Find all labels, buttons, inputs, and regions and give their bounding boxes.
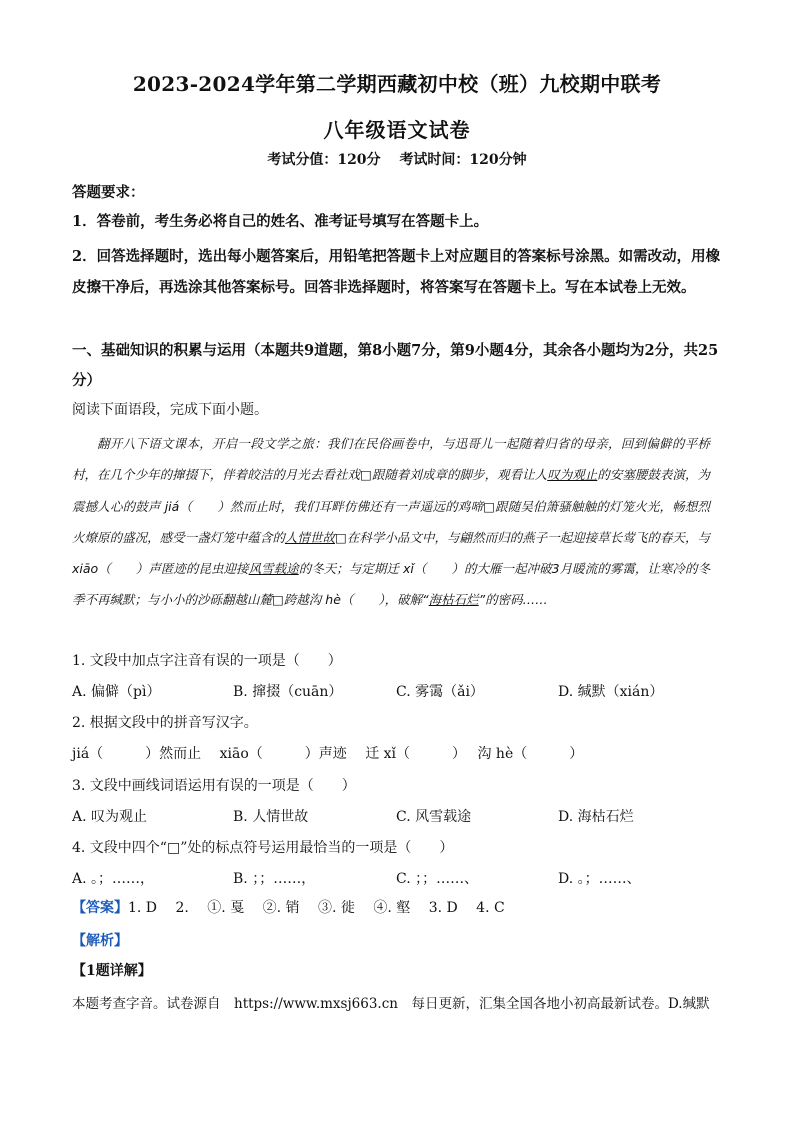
underlined-phrase-4: 海枯石烂 xyxy=(428,592,479,608)
analysis-tag: 【解析】 xyxy=(72,933,128,949)
score-label: 考试分值：120分 xyxy=(267,152,381,168)
passage-text-4: 的冬天；与定期迁 xǐ（ ）的大雁一起冲破3月暖流的雾霭，让寒冷的冬季不再缄默；与小小的沙砾翻越山麓□跨越沟 hè（ ），破解“ xyxy=(72,561,710,608)
question-4-option-a: A. 。；……， xyxy=(72,871,155,887)
time-label: 考试时间：120分钟 xyxy=(399,152,527,168)
question-3-option-c: C. 风雪载途 xyxy=(396,809,472,825)
passage-text-1: 翻开八下语文课本，开启一段文学之旅：我们在民俗画卷中，与迅哥儿一起随着归省的母亲，回到偏僻的平桥村，在几个少年的撺掇下，伴着皎洁的月光去看社戏□跟随着刘成章的脚步，观看让人 xyxy=(72,436,710,483)
question-3-option-a: A. 叹为观止 xyxy=(72,809,148,825)
exam-title: 2023-2024学年第二学期西藏初中校（班）九校期中联考 xyxy=(132,72,662,96)
question-4-option-b: B. ；；……， xyxy=(233,871,316,887)
reading-passage xyxy=(72,428,710,616)
question-4-stem: 4. 文段中四个“□”处的标点符号运用最恰当的一项是（ ） xyxy=(72,840,454,856)
question-2-blanks: jiá（ ）然而止 xiāo（ ）声迹 迁 xǐ（ ） 沟 hè（ ） xyxy=(72,746,584,762)
passage-text-3: □在科学小品文中，与翩然而归的燕子一起迎接草长莺飞的春天，与 xiāo（ ）声匿迹的昆虫迎接 xyxy=(72,529,710,577)
question-3-option-b: B. 人情世故 xyxy=(233,809,309,825)
passage-text-2: 的安塞腰鼓表演，为震撼人心的鼓声 jiá（ ）然而止时，我们耳畔仿佛还有一声遥远的鸡啼□跟随吴伯箫骚触触的灯笼火光，畅想烈火燎原的盛况，感受一盏灯笼中蕴含的 xyxy=(72,467,710,545)
question-1-stem: 1. 文段中加点字注音有误的一项是（ ） xyxy=(72,653,342,669)
question-1-option-a: A. 偏僻（pì） xyxy=(72,684,161,700)
passage-text-5: ”的密码…… xyxy=(478,592,548,608)
answer-tag: 【答案】 xyxy=(72,900,128,916)
exam-subtitle: 八年级语文试卷 xyxy=(323,118,471,142)
question-2-stem: 2. 根据文段中的拼音写汉字。 xyxy=(72,715,258,731)
underlined-phrase-1: 叹为观止 xyxy=(547,467,598,483)
question-1-option-c: C. 雾霭（ǎi） xyxy=(396,684,484,700)
underlined-phrase-2: 人情世故 xyxy=(284,529,335,545)
question-3-stem: 3. 文段中画线词语运用有误的一项是（ ） xyxy=(72,778,356,794)
requirement-item-1: 1．答卷前，考生务必将自己的姓名、准考证号填写在答题卡上。 xyxy=(72,213,489,230)
requirements-heading: 答题要求： xyxy=(72,184,145,201)
question-3-option-d: D. 海枯石烂 xyxy=(558,809,634,825)
exam-meta xyxy=(0,149,794,169)
question-4-option-c: C. ；；……、 xyxy=(396,871,479,887)
question-4-option-d: D. 。；……、 xyxy=(558,871,641,887)
answer-text: 1. D 2. ①. 戛 ②. 销 ③. 徙 ④. 壑 3. D 4. C xyxy=(128,900,505,916)
section-1-title: 一、基础知识的积累与运用（本题共9道题，第8小题7分，第9小题4分，其余各小题均为2分，共25分） xyxy=(72,342,719,389)
analysis-line: 本题考查字音。试卷源自 https://www.mxsj663.cn 每日更新，汇集全国各地小初高最新试卷。D.缄默 xyxy=(72,996,710,1012)
underlined-phrase-3: 风雪载途 xyxy=(248,561,299,577)
question-1-detail-heading: 【1题详解】 xyxy=(72,963,152,979)
question-1-option-b: B. 撺掇（cuān） xyxy=(233,684,343,700)
section-instruction: 阅读下面语段，完成下面小题。 xyxy=(72,402,268,418)
requirement-item-2: 2．回答选择题时，选出每小题答案后，用铅笔把答题卡上对应题目的答案标号涂黑。如需改动，用橡皮擦干净后，再选涂其他答案标号。回答非选择题时，将答案写在答题卡上。写在本试卷上无效。 xyxy=(72,248,721,296)
question-1-option-d: D. 缄默（xián） xyxy=(558,684,664,700)
answer-line xyxy=(72,897,722,917)
